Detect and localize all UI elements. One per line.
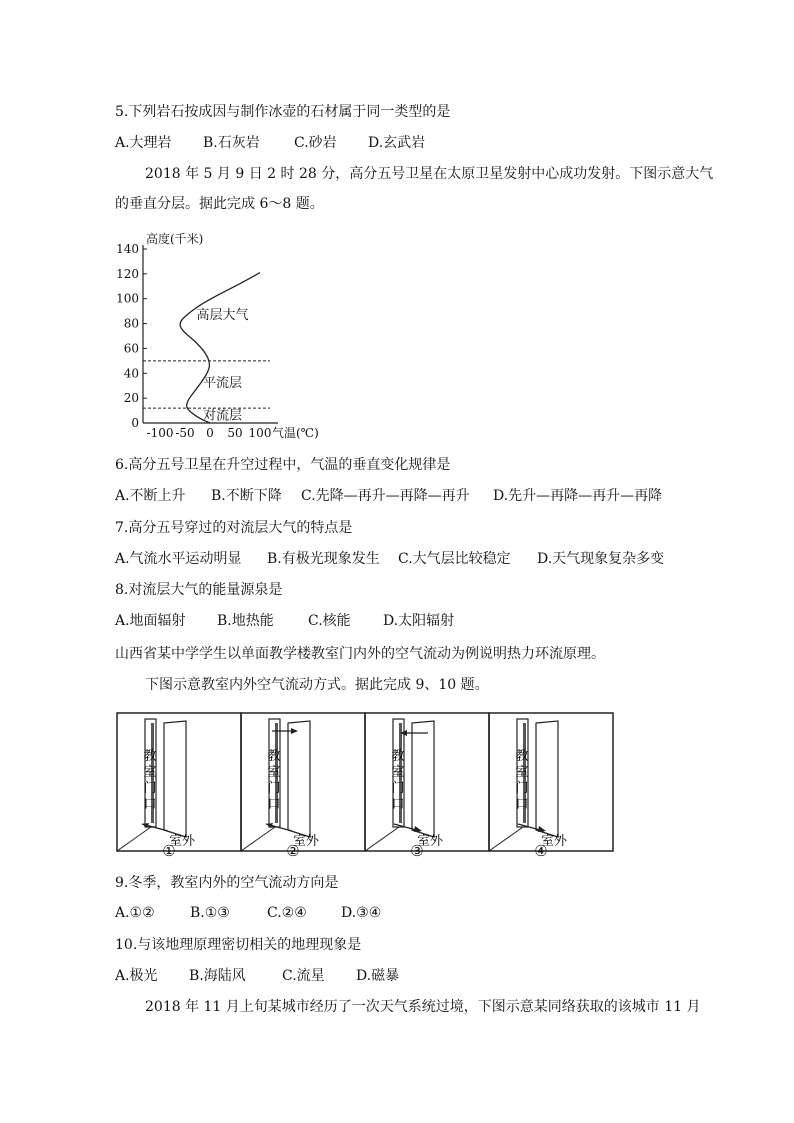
q9-option-a: A.①②	[115, 905, 155, 921]
y-tick-label: 20	[123, 391, 139, 406]
x-tick-label: 0	[206, 426, 214, 440]
q7-option-c: C.大气层比较稳定	[398, 551, 511, 567]
q9-option-d: D.③④	[341, 905, 382, 921]
q10-stem: 10.与该地理原理密切相关的地理现象是	[115, 937, 362, 953]
svg-text:门: 门	[267, 781, 281, 796]
y-tick-label: 120	[116, 266, 139, 281]
door-figure-3	[364, 702, 490, 862]
intro3-line1: 2018 年 11 月上旬某城市经历了一次天气系统过境，下图示意某同络获取的该城市 11 月	[145, 999, 701, 1015]
q5-option-d: D.玄武岩	[368, 135, 426, 151]
q6-option-c: C.先降—再升—再降—再升	[301, 488, 470, 504]
svg-text:门: 门	[391, 781, 405, 796]
door-figure-2	[240, 702, 366, 862]
q7-option-d: D.天气现象复杂多变	[537, 551, 665, 567]
x-tick-label: -50	[175, 426, 195, 440]
q9-option-c: C.②④	[267, 905, 307, 921]
q10-option-b: B.海陆风	[189, 968, 246, 984]
q7-option-b: B.有极光现象发生	[267, 551, 380, 567]
q8-option-b: B.地热能	[217, 613, 274, 629]
y-tick-label: 140	[116, 242, 139, 256]
door-label-4: ④	[534, 842, 548, 860]
q10-option-c: C.流星	[282, 968, 325, 984]
layer-label: 对流层	[202, 408, 243, 424]
svg-text:口: 口	[267, 797, 281, 812]
door-figure-1	[116, 702, 242, 862]
svg-text:教: 教	[515, 749, 529, 764]
svg-text:口: 口	[391, 797, 405, 812]
svg-text:室外: 室外	[168, 834, 196, 849]
svg-text:门: 门	[515, 781, 529, 796]
y-tick-label: 40	[123, 366, 139, 381]
q10-option-d: D.磁暴	[356, 968, 400, 984]
x-tick-label: -100	[146, 426, 174, 440]
svg-text:室: 室	[515, 765, 529, 780]
intro1-line1: 2018 年 5 月 9 日 2 时 28 分，高分五号卫星在太原卫星发射中心成功发射。下图示意大气	[145, 166, 714, 182]
door-figure-4	[488, 702, 614, 862]
q5-option-a: A.大理岩	[115, 135, 172, 151]
layer-label: 平流层	[202, 376, 243, 392]
q7-option-a: A.气流水平运动明显	[115, 551, 242, 567]
q10-option-a: A.极光	[115, 968, 158, 984]
svg-text:室外: 室外	[292, 834, 320, 849]
q9-option-b: B.①③	[190, 905, 230, 921]
intro2-line2: 下图示意教室内外空气流动方式。据此完成 9、10 题。	[145, 677, 489, 693]
x-axis-title: 气温(℃)	[272, 426, 319, 440]
y-tick-label: 100	[116, 291, 139, 306]
svg-text:口: 口	[515, 797, 529, 812]
atmosphere-layer-chart	[110, 228, 340, 443]
svg-text:教: 教	[267, 749, 281, 764]
y-tick-label: 0	[131, 416, 139, 430]
svg-text:门: 门	[143, 781, 157, 796]
x-tick-label: 100	[248, 426, 272, 440]
y-tick-label: 80	[123, 316, 139, 331]
door-label-1: ①	[162, 842, 176, 860]
q6-stem: 6.高分五号卫星在升空过程中，气温的垂直变化规律是	[115, 457, 451, 473]
svg-text:室: 室	[143, 765, 157, 780]
q8-option-c: C.核能	[308, 613, 351, 629]
intro1-line2: 的垂直分层。据此完成 6～8 题。	[115, 196, 324, 212]
y-axis-title: 高度(千米)	[146, 232, 204, 246]
q6-option-b: B.不断下降	[211, 488, 282, 504]
door-label-2: ②	[286, 842, 300, 860]
q6-option-d: D.先升—再降—再升—再降	[493, 488, 663, 504]
intro2-line1: 山西省某中学学生以单面教学楼教室门内外的空气流动为例说明热力环流原理。	[115, 646, 605, 662]
q8-option-a: A.地面辐射	[115, 613, 186, 629]
svg-text:教: 教	[143, 749, 157, 764]
q5-stem: 5.下列岩石按成因与制作冰壶的石材属于同一类型的是	[115, 104, 451, 120]
q6-option-a: A.不断上升	[115, 488, 186, 504]
x-tick-label: 50	[227, 426, 243, 440]
layer-label: 高层大气	[196, 307, 249, 323]
svg-text:教: 教	[391, 749, 405, 764]
svg-text:室: 室	[391, 765, 405, 780]
q5-option-c: C.砂岩	[294, 135, 337, 151]
temperature-curve	[180, 273, 260, 423]
q8-option-d: D.太阳辐射	[383, 613, 455, 629]
y-tick-label: 60	[123, 341, 139, 356]
door-label-3: ③	[410, 842, 424, 860]
svg-text:室外: 室外	[540, 834, 568, 849]
q5-option-b: B.石灰岩	[203, 135, 260, 151]
q8-stem: 8.对流层大气的能量源泉是	[115, 582, 283, 598]
svg-text:口: 口	[143, 797, 157, 812]
q9-stem: 9.冬季，教室内外的空气流动方向是	[115, 875, 339, 891]
q7-stem: 7.高分五号穿过的对流层大气的特点是	[115, 520, 353, 536]
svg-text:室: 室	[267, 765, 281, 780]
svg-text:室外: 室外	[416, 834, 444, 849]
